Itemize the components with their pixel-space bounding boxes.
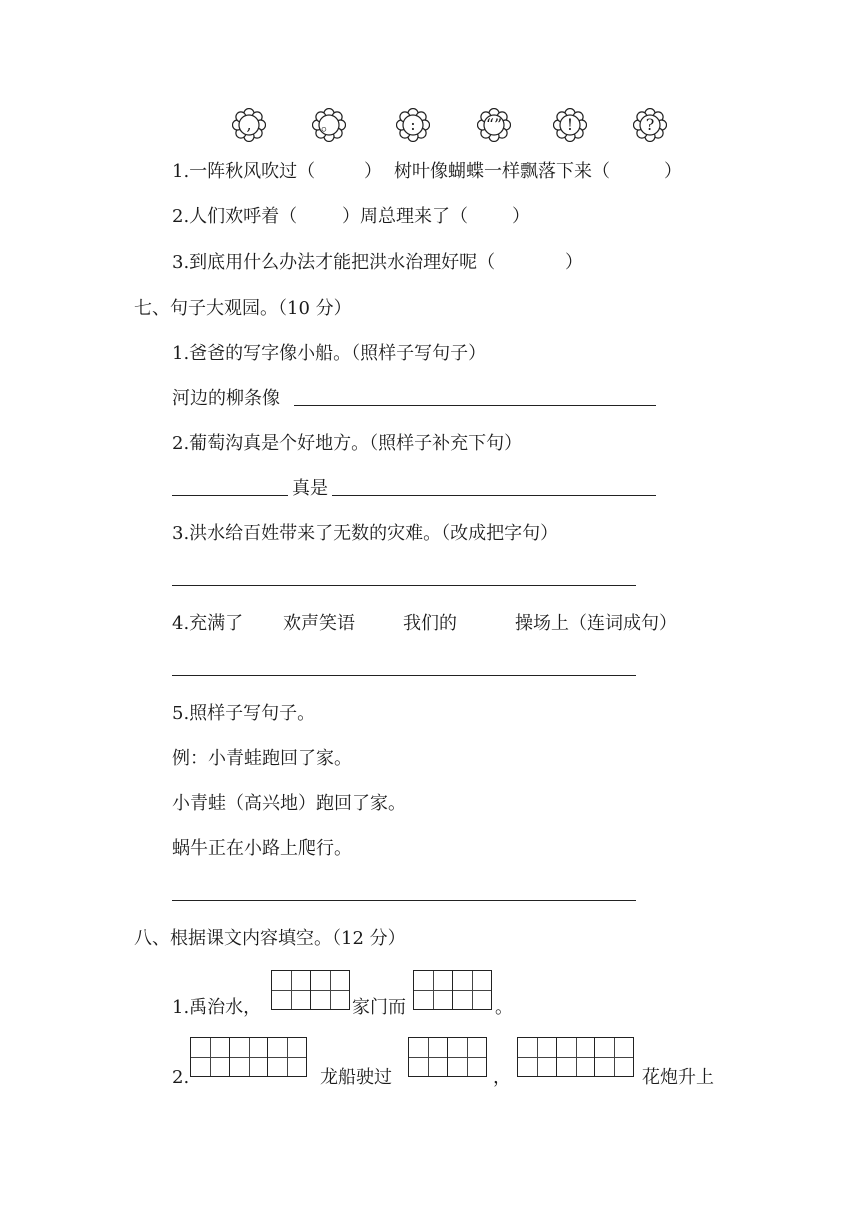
tianzige-cell[interactable] [271,970,311,1010]
punctuation-mark: ! [566,115,574,134]
s7-q4-word3: 我们的 [403,613,457,634]
tianzige-cell[interactable] [267,1037,307,1077]
s8-q1-end: 。 [495,997,513,1018]
s6-q1-part4: ） [664,161,682,182]
s8-q2-comma: ， [493,1067,511,1088]
tianzige-cell[interactable] [229,1037,269,1077]
section7-title: 七、句子大观园。（10 分） [134,298,352,319]
punctuation-mark: , [246,115,252,134]
tianzige-cell[interactable] [413,970,453,1010]
s7-q5: 5.照样子写句子。 [172,703,316,724]
tianzige-cell[interactable] [190,1037,230,1077]
s8-q1-mid: 家门而 [352,997,406,1018]
s6-q1-part2: ） [364,161,382,182]
s6-q1-part1: 1.一阵秋风吹过（ [172,161,316,182]
answer-line[interactable] [172,900,636,901]
answer-line[interactable] [172,495,288,496]
s8-q2-mid1: 龙船驶过 [320,1067,392,1088]
s7-q3: 3.洪水给百姓带来了无数的灾难。（改成把字句） [172,523,559,544]
tianzige-group[interactable] [413,970,492,1010]
s7-q2: 2.葡萄沟真是个好地方。（照样子补充下句） [172,433,523,454]
punctuation-mark: “” [485,115,503,134]
s6-q1-part3: 树叶像蝴蝶一样飘落下来（ [394,161,610,182]
s7-q1: 1.爸爸的写字像小船。（照样子写句子） [172,343,487,364]
answer-line[interactable] [172,675,636,676]
s6-q2-part1: 2.人们欢呼着（ [172,206,298,227]
s8-q2-end: 花炮升上 [642,1067,714,1088]
section8-title: 八、根据课文内容填空。（12 分） [134,928,406,949]
tianzige-group[interactable] [190,1037,307,1077]
tianzige-group[interactable] [271,970,350,1010]
answer-line[interactable] [172,585,636,586]
punctuation-flower-quotes [477,108,511,142]
s7-q5-answer: 小青蛙（高兴地）跑回了家。 [172,793,406,814]
s7-q4-word1: 4.充满了 [172,613,244,634]
tianzige-group[interactable] [408,1037,487,1077]
s6-q2-part2: ）周总理来了（ [342,206,468,227]
s6-q3-part1: 3.到底用什么办法才能把洪水治理好呢（ [172,252,496,273]
s7-q2-mid: 真是 [292,478,328,499]
s6-q2-part3: ） [512,206,530,227]
tianzige-cell[interactable] [556,1037,596,1077]
tianzige-cell[interactable] [517,1037,557,1077]
s7-q4-word4: 操场上（连词成句） [515,613,677,634]
s7-q5-task: 蜗牛正在小路上爬行。 [172,838,352,859]
punctuation-mark: 。 [320,115,337,134]
tianzige-cell[interactable] [447,1037,487,1077]
s7-q5-example: 例：小青蛙跑回了家。 [172,748,352,769]
punctuation-flower-colon [396,108,430,142]
tianzige-cell[interactable] [594,1037,634,1077]
answer-line[interactable] [332,495,656,496]
tianzige-group[interactable] [517,1037,634,1077]
punctuation-flower-exclamation [553,108,587,142]
tianzige-cell[interactable] [310,970,350,1010]
s7-q4-word2: 欢声笑语 [283,613,355,634]
punctuation-flower-period [312,108,346,142]
s6-q3-part2: ） [565,252,583,273]
punctuation-flower-question [633,108,667,142]
punctuation-flower-comma [232,108,266,142]
punctuation-mark: : [410,115,416,134]
punctuation-mark: ? [645,115,655,134]
tianzige-cell[interactable] [408,1037,448,1077]
tianzige-cell[interactable] [452,970,492,1010]
s7-q1-prefix: 河边的柳条像 [172,388,280,409]
s8-q2-prefix: 2. [172,1067,190,1088]
s8-q1-prefix: 1.禹治水， [172,997,262,1018]
answer-line[interactable] [294,405,656,406]
